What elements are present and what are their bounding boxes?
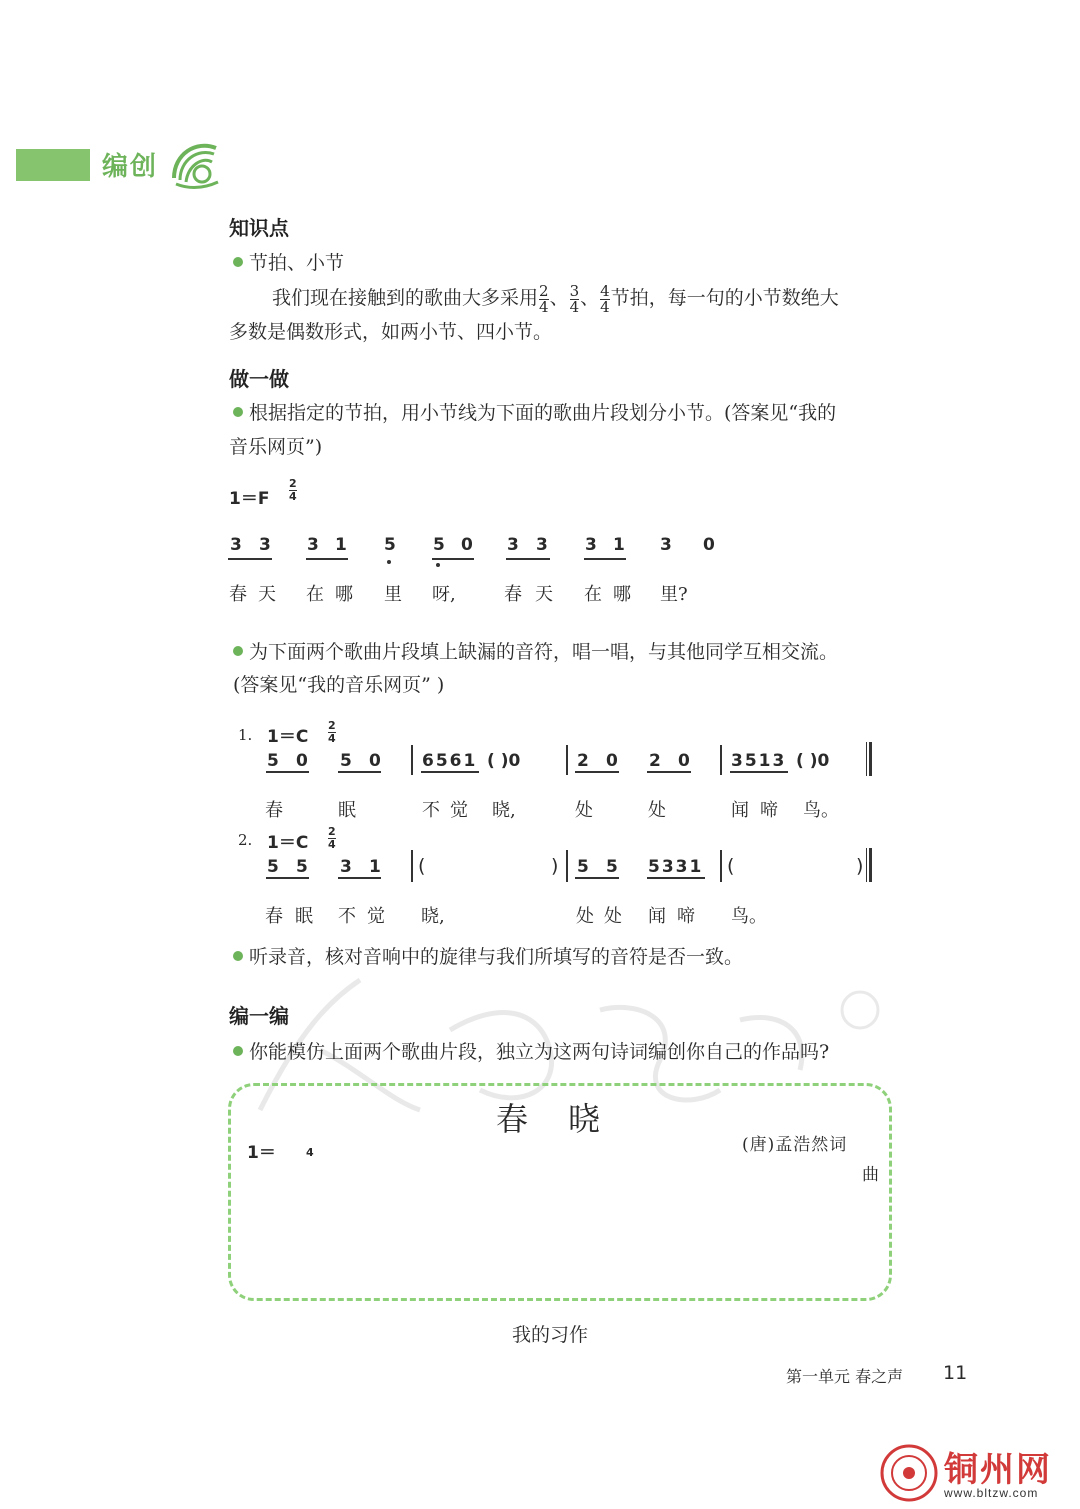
note: 3: [507, 535, 519, 555]
eighth-underline: [228, 558, 272, 560]
final-double-barline: [866, 848, 872, 882]
eighth-underline: [421, 771, 479, 773]
lyric-char: 觉: [450, 800, 468, 821]
note: ( )0: [796, 751, 830, 771]
fraction-2-4: $\frac{2}{4}$: [539, 281, 549, 316]
lyric-char: 处: [576, 906, 594, 927]
note: 3: [259, 535, 271, 555]
bullet-divide-measures-line2: 音乐网页”): [229, 436, 323, 458]
barline: [720, 850, 722, 882]
compose-key[interactable]: 1＝: [247, 1143, 276, 1163]
note: ( )0: [487, 751, 521, 771]
note: 0: [703, 535, 715, 555]
lyric-char: 在: [584, 584, 602, 605]
lyric-char: 哪: [335, 584, 353, 605]
bullet-dot-icon: [233, 257, 243, 267]
note: 5: [267, 751, 279, 771]
eighth-underline: [266, 771, 309, 773]
time-signature: 2 4: [289, 477, 297, 503]
note: 2: [577, 751, 589, 771]
note: 5: [577, 857, 589, 877]
note: 3: [307, 535, 319, 555]
lyric-char: 处: [604, 906, 622, 927]
bullet-dot-icon: [233, 646, 243, 656]
knowledge-paragraph-line1: 我们现在接触到的歌曲大多采用 $\frac{2}{4}$ 、 $\frac{3}{4}$ 、 $\frac{4}{4}$ 节拍，每一句的小节数绝大: [272, 281, 839, 316]
note: ): [551, 855, 559, 877]
lyric-char: 春: [229, 584, 247, 605]
example-2-time-signature: 2 4: [328, 825, 336, 851]
low-octave-dot: [436, 563, 440, 567]
barline: [411, 850, 413, 882]
note: 0: [369, 751, 381, 771]
note: 0: [678, 751, 690, 771]
note: 3513: [731, 751, 787, 771]
note: (: [418, 855, 426, 877]
lyric-char: 眠: [338, 800, 356, 821]
note: 3: [230, 535, 242, 555]
lyric-char: 鸟。: [803, 800, 839, 821]
lyric-char: 天: [535, 584, 553, 605]
poem-title: 春 晓: [496, 1100, 605, 1138]
fraction-4-4: $\frac{4}{4}$: [600, 281, 610, 316]
barline: [566, 745, 568, 775]
lyric-char: 春: [265, 906, 283, 927]
key-signature-f: 1＝F: [229, 489, 270, 509]
final-double-barline: [866, 742, 872, 776]
eighth-underline: [306, 558, 348, 560]
fraction-3-4: $\frac{3}{4}$: [569, 281, 580, 316]
eighth-underline: [575, 771, 619, 773]
bullet-divide-measures: 根据指定的节拍，用小节线为下面的歌曲片段划分小节。(答案见“我的: [233, 396, 836, 430]
lyric-char: 眠: [295, 906, 313, 927]
lyric-char: 处: [648, 800, 666, 821]
header-bar: [16, 149, 90, 181]
example-1-label: 1.: [238, 726, 253, 744]
bullet-compose-question: 你能模仿上面两个歌曲片段，独立为这两句诗词编创你自己的作品吗?: [233, 1035, 829, 1069]
note: 5: [433, 535, 445, 555]
eighth-underline: [584, 558, 626, 560]
example-2-label: 2.: [238, 831, 253, 849]
section-practice-title: 做一做: [229, 367, 289, 391]
eighth-underline: [338, 771, 381, 773]
note: 3: [340, 857, 352, 877]
eighth-underline: [266, 877, 309, 879]
note: 5: [296, 857, 308, 877]
box-caption: 我的习作: [512, 1324, 589, 1346]
bullet-dot-icon: [233, 407, 243, 417]
low-octave-dot: [387, 560, 391, 564]
note: 0: [296, 751, 308, 771]
bullet-dot-icon: [233, 1046, 243, 1056]
knowledge-paragraph-line2: 多数是偶数形式，如两小节、四小节。: [229, 321, 553, 343]
lyric-char: 晓,: [492, 800, 516, 821]
example-1-time-signature: 2 4: [328, 719, 336, 745]
site-logo[interactable]: [878, 1442, 1078, 1506]
note: 5: [340, 751, 352, 771]
lyric-char: 觉: [367, 906, 385, 927]
lyric-char: 闻: [648, 906, 666, 927]
eighth-underline: [338, 877, 381, 879]
note: 5331: [648, 857, 704, 877]
example-2-key: 1＝C: [267, 833, 309, 853]
eighth-underline: [647, 771, 691, 773]
section-header-title: 编创: [102, 152, 159, 182]
eighth-underline: [730, 771, 788, 773]
lyric-char: 处: [575, 800, 593, 821]
lyric-char: 春: [504, 584, 522, 605]
site-name: 铜州网: [944, 1450, 1052, 1490]
eighth-underline: [647, 877, 705, 879]
page-number: 11: [943, 1362, 968, 1384]
note: 1: [613, 535, 625, 555]
note: 5: [606, 857, 618, 877]
lyric-char: 里?: [660, 584, 688, 605]
lyric-char: 呀,: [432, 584, 456, 605]
lyric-char: 春: [265, 800, 283, 821]
lyric-char: 啼: [677, 906, 695, 927]
bullet-fill-notes-line2: (答案见“我的音乐网页” ): [233, 674, 445, 696]
barline: [411, 745, 413, 775]
site-url: www.bltzw.com: [944, 1486, 1039, 1500]
bullet-listen-check: 听录音，核对音响中的旋律与我们所填写的音符是否一致。: [233, 940, 743, 974]
note: 1: [369, 857, 381, 877]
lyric-char: 里: [384, 584, 402, 605]
eighth-underline: [432, 558, 474, 560]
note: ): [856, 855, 864, 877]
barline: [566, 850, 568, 882]
note: 6561: [422, 751, 478, 771]
site-seal-icon: [878, 1442, 940, 1504]
note: (: [727, 855, 735, 877]
note: 5: [267, 857, 279, 877]
unit-footer: 第一单元 春之声: [786, 1367, 904, 1386]
bullet-beat-measure: 节拍、小节: [233, 246, 344, 280]
lyric-char: 鸟。: [731, 906, 767, 927]
eighth-underline: [575, 877, 619, 879]
barline: [720, 745, 722, 775]
composer-field: 曲: [862, 1165, 879, 1185]
lyric-char: 晓,: [421, 906, 445, 927]
section-knowledge-title: 知识点: [229, 216, 289, 240]
note: 0: [461, 535, 473, 555]
lyric-char: 闻: [731, 800, 749, 821]
note: 5: [384, 535, 396, 555]
eighth-underline: [506, 558, 550, 560]
note: 3: [536, 535, 548, 555]
lyric-char: 天: [258, 584, 276, 605]
poem-author: (唐)孟浩然词: [742, 1135, 848, 1155]
bullet-fill-notes: 为下面两个歌曲片段填上缺漏的音符，唱一唱，与其他同学互相交流。: [233, 635, 838, 669]
example-1-key: 1＝C: [267, 727, 309, 747]
note: 0: [606, 751, 618, 771]
note: 3: [660, 535, 672, 555]
lyric-char: 在: [306, 584, 324, 605]
note: 3: [585, 535, 597, 555]
section-compose-title: 编一编: [229, 1004, 289, 1028]
note: 2: [649, 751, 661, 771]
music-swirl-icon: [166, 134, 224, 192]
lyric-char: 不: [338, 906, 356, 927]
lyric-char: 不: [422, 800, 440, 821]
lyric-char: 哪: [613, 584, 631, 605]
compose-time-denominator[interactable]: 4: [306, 1146, 314, 1159]
note: 1: [335, 535, 347, 555]
bullet-dot-icon: [233, 951, 243, 961]
lyric-char: 啼: [760, 800, 778, 821]
